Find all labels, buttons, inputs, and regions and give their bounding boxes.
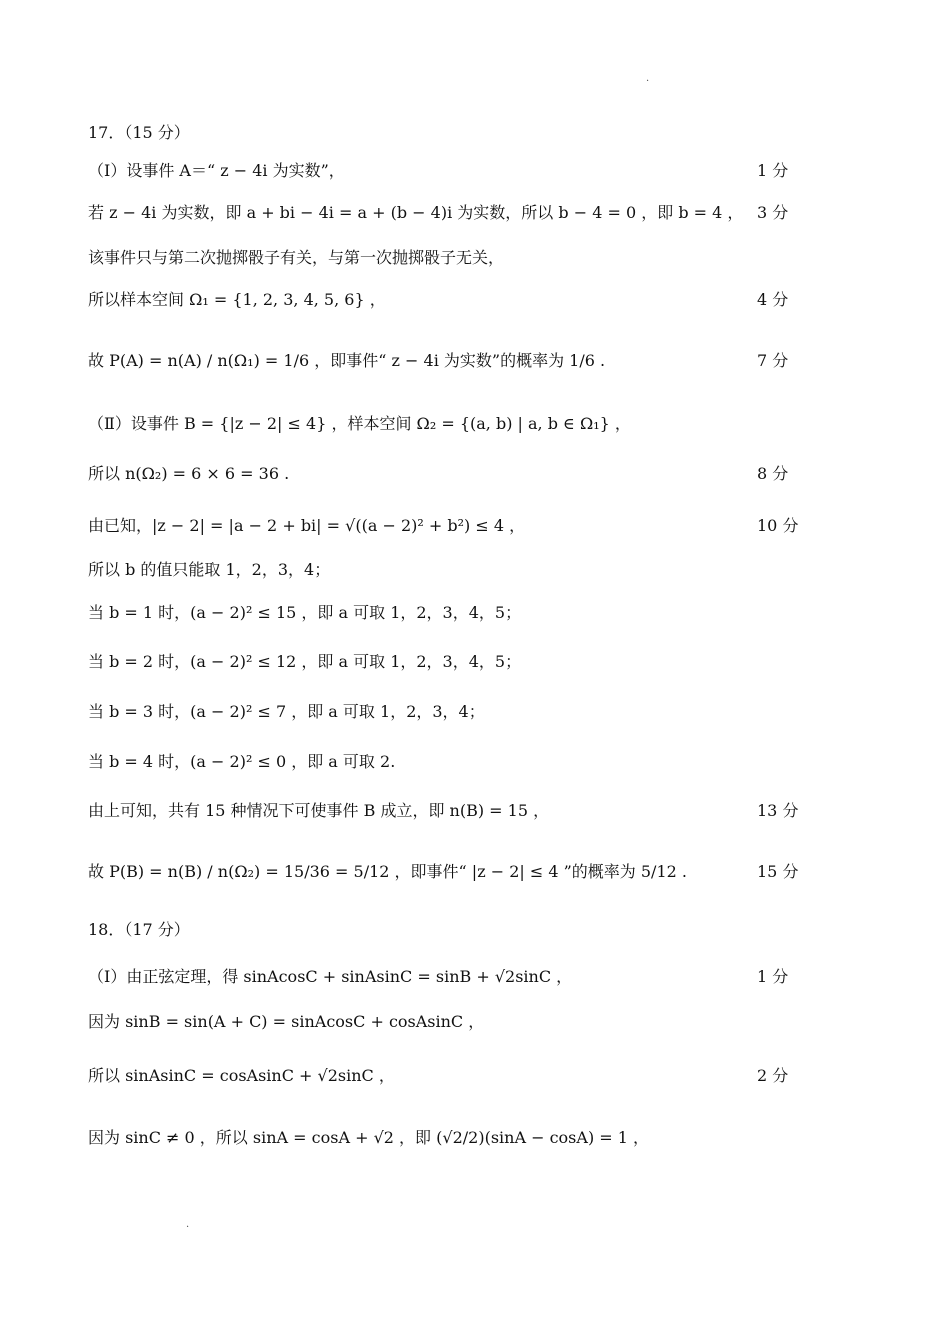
solution-line: 该事件只与第二次抛掷骰子有关，与第一次抛掷骰子无关， xyxy=(88,248,505,267)
solution-line: 因为 sinB = sin(A + C) = sinAcosC + cosAsinC ， xyxy=(88,1012,485,1031)
solution-line: （Ⅰ）由正弦定理，得 sinAcosC + sinAsinC = sinB + √2sinC ， xyxy=(88,967,573,986)
score-mark: 2 分 xyxy=(757,1066,789,1085)
solution-line: 故 P(B) = n(B) / n(Ω₂) = 15/36 = 5/12 ，即事件“ |z − 2| ≤ 4 ”的概率为 5/12 . xyxy=(88,862,687,881)
solution-line: 当 b = 4 时，(a − 2)² ≤ 0 ，即 a 可取 2. xyxy=(88,752,396,771)
score-mark: 15 分 xyxy=(757,862,799,881)
score-mark: 8 分 xyxy=(757,464,789,483)
solution-line: 当 b = 2 时，(a − 2)² ≤ 12 ，即 a 可取 1，2，3，4，5； xyxy=(88,652,522,671)
score-mark: 4 分 xyxy=(757,290,789,309)
solution-line: 由上可知，共有 15 种情况下可使事件 B 成立，即 n(B) = 15 ， xyxy=(88,801,550,820)
solution-line: （Ⅰ）设事件 A＝“ z − 4i 为实数”， xyxy=(88,161,345,180)
solution-line: 由已知，|z − 2| = |a − 2 + bi| = √((a − 2)² + b²) ≤ 4 ， xyxy=(88,516,526,535)
score-mark: 1 分 xyxy=(757,161,789,180)
score-mark: 13 分 xyxy=(757,801,799,820)
score-mark: 7 分 xyxy=(757,351,789,370)
score-mark: 10 分 xyxy=(757,516,799,535)
scan-dot: · xyxy=(186,1222,190,1233)
solution-line: 因为 sinC ≠ 0 ，所以 sinA = cosA + √2 ，即 (√2/2)(sinA − cosA) = 1 ， xyxy=(88,1128,650,1147)
problem-18-heading: 18．（17 分） xyxy=(88,920,190,939)
score-mark: 1 分 xyxy=(757,967,789,986)
solution-line: 所以样本空间 Ω₁ = {1, 2, 3, 4, 5, 6} ， xyxy=(88,290,386,309)
scan-dot: · xyxy=(646,76,650,87)
solution-line: 所以 b 的值只能取 1，2，3，4； xyxy=(88,560,331,579)
solution-line: 若 z − 4i 为实数，即 a + bi − 4i = a + (b − 4)i 为实数，所以 b − 4 = 0 ，即 b = 4 ， xyxy=(88,203,744,222)
solution-line: 所以 sinAsinC = cosAsinC + √2sinC ， xyxy=(88,1066,395,1085)
problem-17-heading: 17．（15 分） xyxy=(88,123,190,142)
solution-line: 当 b = 3 时，(a − 2)² ≤ 7 ，即 a 可取 1，2，3，4； xyxy=(88,702,485,721)
solution-line: 当 b = 1 时，(a − 2)² ≤ 15 ，即 a 可取 1，2，3，4，5； xyxy=(88,603,522,622)
solution-line: 所以 n(Ω₂) = 6 × 6 = 36 . xyxy=(88,464,290,483)
score-mark: 3 分 xyxy=(757,203,789,222)
solution-line: 故 P(A) = n(A) / n(Ω₁) = 1/6 ，即事件“ z − 4i 为实数”的概率为 1/6 . xyxy=(88,351,606,370)
solution-line: （Ⅱ）设事件 B = {|z − 2| ≤ 4} ，样本空间 Ω₂ = {(a, b) | a, b ∈ Ω₁} ， xyxy=(88,414,631,433)
